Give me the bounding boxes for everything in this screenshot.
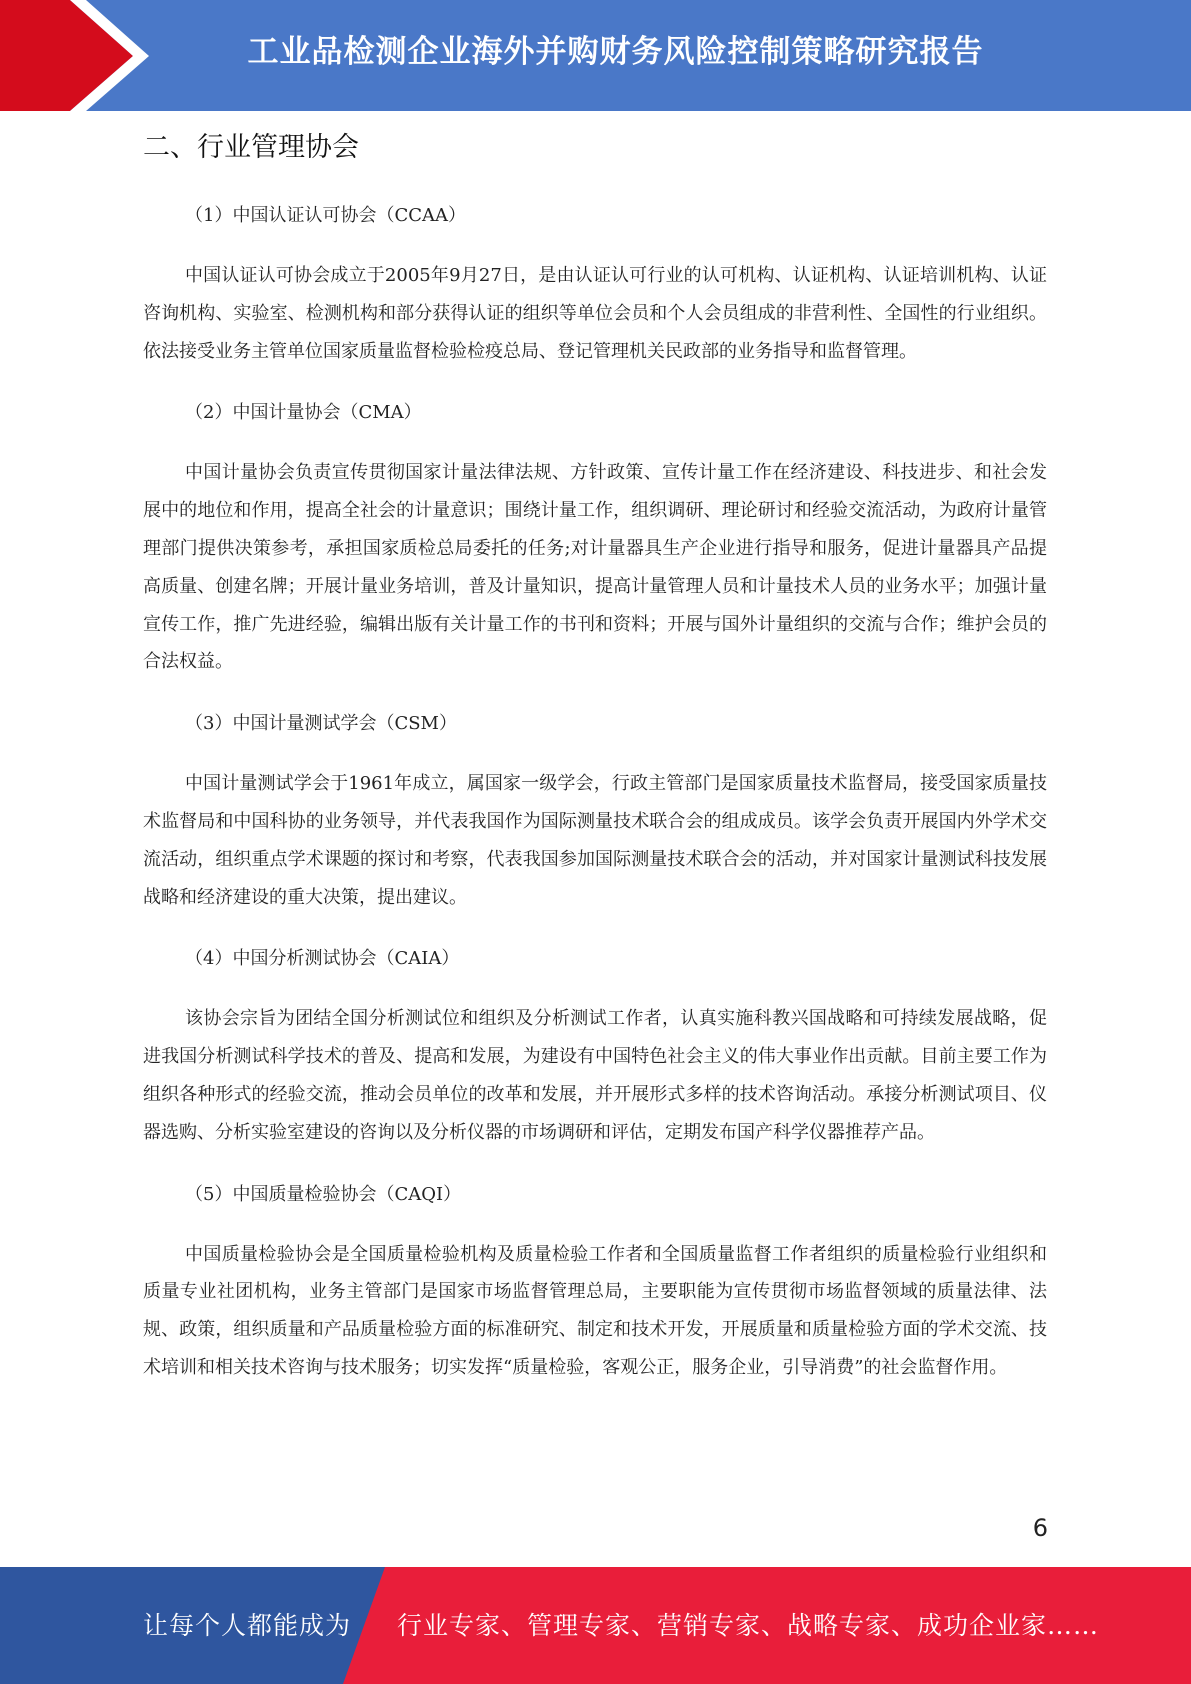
- paragraph-cma: 中国计量协会负责宣传贯彻国家计量法律法规、方针政策、宣传计量工作在经济建设、科技进步、和社会发展中的地位和作用，提高全社会的计量意识；围绕计量工作，组织调研、理论研讨和经验交流活动，为政府计量管理部门提供决策参考，承担国家质检总局委托的任务;对计量器具生产企业进行指导和服务，促进计量器具产品提高质量、创建名牌；开展计量业务培训，普及计量知识，提高计量管理人员和计量技术人员的业务水平；加强计量宣传工作，推广先进经验，编辑出版有关计量工作的书刊和资料；开展与国外计量组织的交流与合作；维护会员的合法权益。: [143, 462, 1047, 673]
- main-content: [143, 197, 1047, 1411]
- subsection-heading-caia: （4）中国分析测试协会（CAIA）: [185, 948, 460, 970]
- paragraph-caqi: 中国质量检验协会是全国质量检验机构及质量检验工作者和全国质量监督工作者组织的质量检验行业组织和质量专业社团机构，业务主管部门是国家市场监督管理总局，主要职能为宣传贯彻市场监督领域的质量法律、法规、政策，组织质量和产品质量检验方面的标准研究、制定和技术开发，开展质量和质量检验方面的学术交流、技术培训和相关技术咨询与技术服务；切实发挥“质量检验，客观公正，服务企业，引导消费”的社会监督作用。: [143, 1243, 1047, 1378]
- page-header: [0, 0, 1191, 111]
- section-heading: 二、行业管理协会: [143, 132, 359, 163]
- subsection-heading-csm: （3）中国计量测试学会（CSM）: [185, 713, 457, 735]
- paragraph-csm: 中国计量测试学会于1961年成立，属国家一级学会，行政主管部门是国家质量技术监督局，接受国家质量技术监督局和中国科协的业务领导，并代表我国作为国际测量技术联合会的组成成员。该学会负责开展国内外学术交流活动，组织重点学术课题的探讨和考察，代表我国参加国际测量技术联合会的活动，并对国家计量测试科技发展战略和经济建设的重大决策，提出建议。: [143, 773, 1047, 908]
- subsection-heading-cma: （2）中国计量协会（CMA）: [185, 402, 422, 424]
- paragraph-ccaa: 中国认证认可协会成立于2005年9月27日，是由认证认可行业的认可机构、认证机构、认证培训机构、认证咨询机构、实验室、检测机构和部分获得认证的组织等单位会员和个人会员组成的非营利性、全国性的行业组织。依法接受业务主管单位国家质量监督检验检疫总局、登记管理机关民政部的业务指导和监督管理。: [143, 265, 1047, 362]
- subsection-heading-caqi: （5）中国质量检验协会（CAQI）: [185, 1183, 462, 1205]
- subsection-heading-ccaa: （1）中国认证认可协会（CCAA）: [185, 205, 466, 226]
- footer-slogan-left: 让每个人都能成为: [143, 1611, 352, 1640]
- report-title: 工业品检测企业海外并购财务风险控制策略研究报告: [247, 34, 984, 70]
- page-footer: [0, 1567, 1191, 1684]
- page-number: 6: [1032, 1514, 1048, 1542]
- footer-slogan-right: 行业专家、管理专家、营销专家、战略专家、成功企业家……: [397, 1611, 1100, 1640]
- paragraph-caia: 该协会宗旨为团结全国分析测试位和组织及分析测试工作者，认真实施科教兴国战略和可持续发展战略，促进我国分析测试科学技术的普及、提高和发展，为建设有中国特色社会主义的伟大事业作出贡献。目前主要工作为组织各种形式的经验交流，推动会员单位的改革和发展，并开展形式多样的技术咨询活动。承接分析测试项目、仪器选购、分析实验室建设的咨询以及分析仪器的市场调研和评估，定期发布国产科学仪器推荐产品。: [143, 1008, 1047, 1143]
